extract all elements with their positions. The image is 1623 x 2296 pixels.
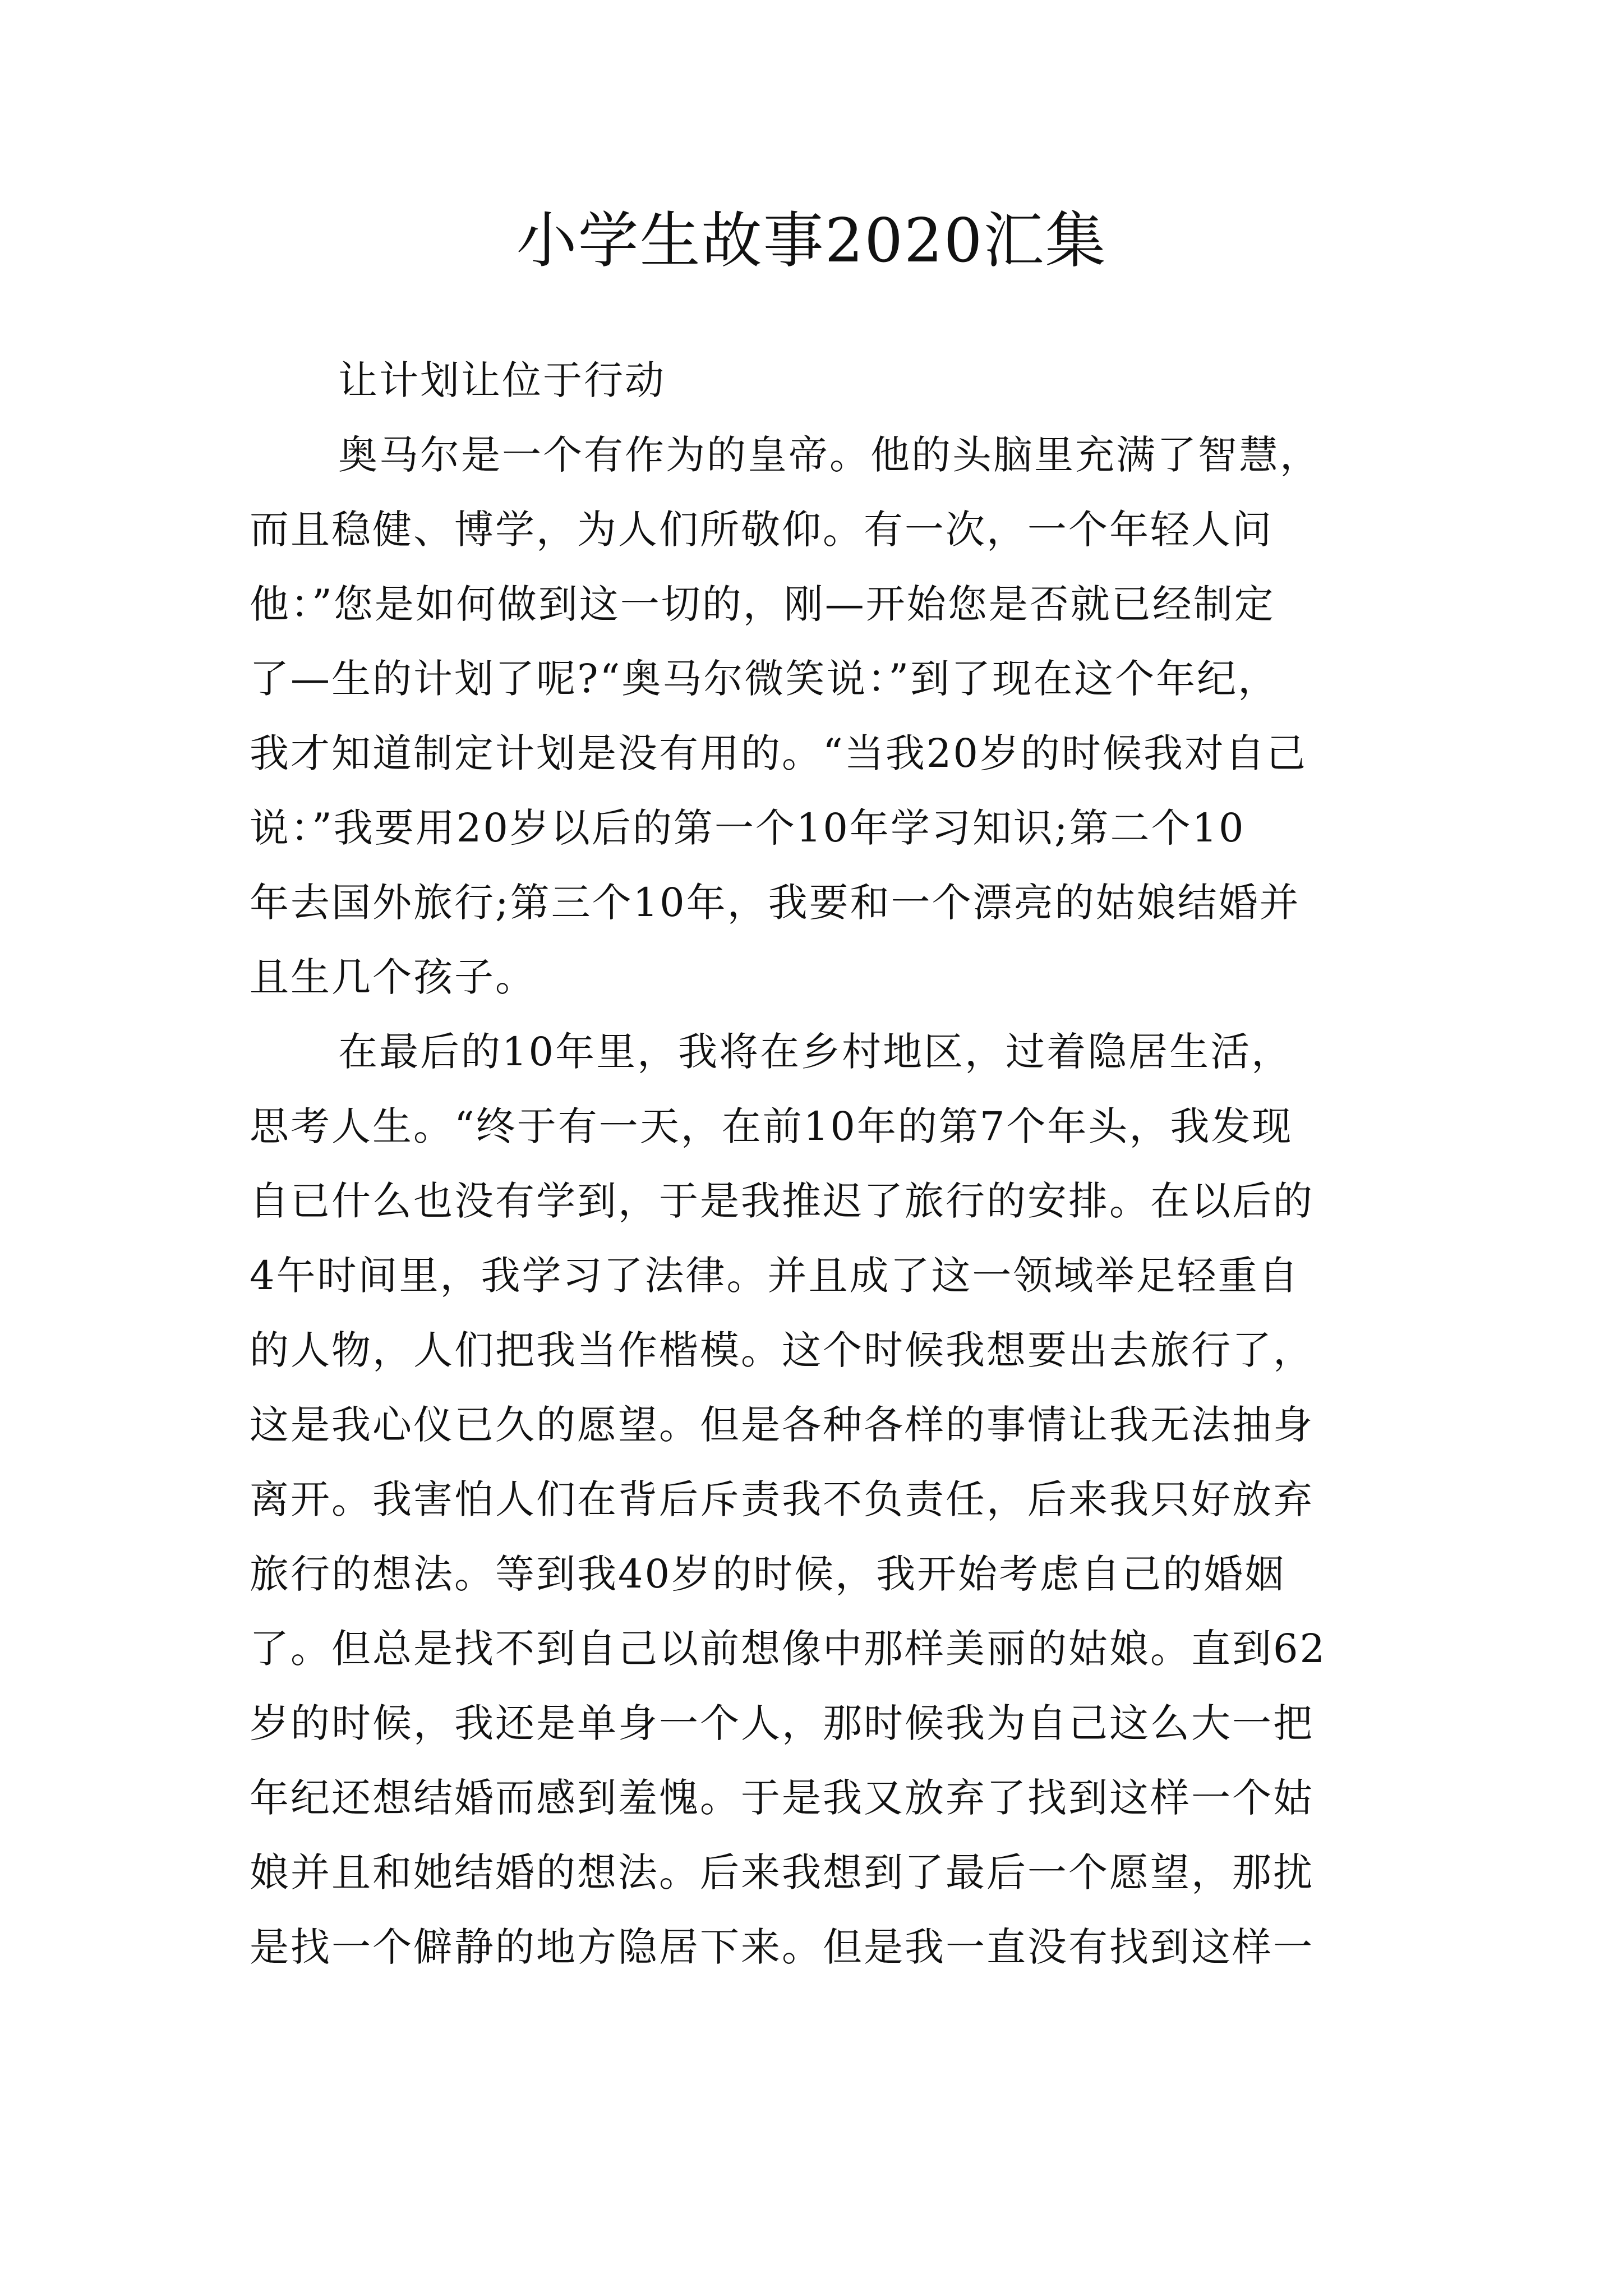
text-line: 自已什么也没有学到，于是我推迟了旅行的安排。在以后的 — [250, 1178, 1314, 1224]
text-line: 的人物，人们把我当作楷模。这个时候我想要出去旅行了， — [250, 1327, 1314, 1373]
text-line: 年去国外旅行;第三个10年，我要和一个漂亮的姑娘结婚并 — [250, 880, 1301, 926]
text-line: 我才知道制定计划是没有用的。“当我20岁的时候我对自己 — [250, 730, 1307, 776]
text-line: 岁的时候，我还是单身一个人，那时候我为自己这么大一把 — [250, 1700, 1314, 1746]
text-line: 而且稳健、博学，为人们所敬仰。有一次，一个年轻人问 — [250, 507, 1273, 553]
text-line: 且生几个孩子。 — [250, 954, 536, 1000]
text-line: 旅行的想法。等到我40岁的时候，我开始考虑自己的婚姻 — [250, 1551, 1286, 1597]
text-line: 娘并且和她结婚的想法。后来我想到了最后一个愿望，那扰 — [250, 1849, 1314, 1895]
document-body — [250, 343, 1408, 1985]
text-line: 在最后的10年里，我将在乡村地区，过着隐居生活， — [338, 1029, 1293, 1075]
text-line: 说：”我要用20岁以后的第一个10年学习知识;第二个10 — [250, 805, 1246, 851]
text-line: 离开。我害怕人们在背后斥责我不负责任，后来我只好放弃 — [250, 1476, 1314, 1522]
text-line: 4午时间里，我学习了法律。并且成了这一领域举足轻重自 — [250, 1253, 1300, 1299]
text-line: 年纪还想结婚而感到羞愧。于是我又放弃了找到这样一个姑 — [250, 1775, 1314, 1821]
text-line: 这是我心仪已久的愿望。但是各种各样的事情让我无法抽身 — [250, 1402, 1314, 1448]
text-line: 奥马尔是一个有作为的皇帝。他的头脑里充满了智慧， — [338, 432, 1321, 478]
section-heading: 让计划让位于行动 — [338, 357, 666, 403]
text-line: 他：”您是如何做到这一切的，刚—开始您是否就已经制定 — [250, 581, 1275, 627]
text-line: 思考人生。“终于有一天，在前10年的第7个年头，我发现 — [250, 1103, 1293, 1149]
text-line: 了。但总是找不到自己以前想像中那样美丽的姑娘。直到62 — [250, 1626, 1327, 1672]
text-line: 了—生的计划了呢?“奥马尔微笑说：”到了现在这个年纪， — [250, 656, 1279, 702]
document-title: 小学生故事2020汇集 — [516, 206, 1107, 276]
text-line: 是找一个僻静的地方隐居下来。但是我一直没有找到这样一 — [250, 1924, 1314, 1970]
